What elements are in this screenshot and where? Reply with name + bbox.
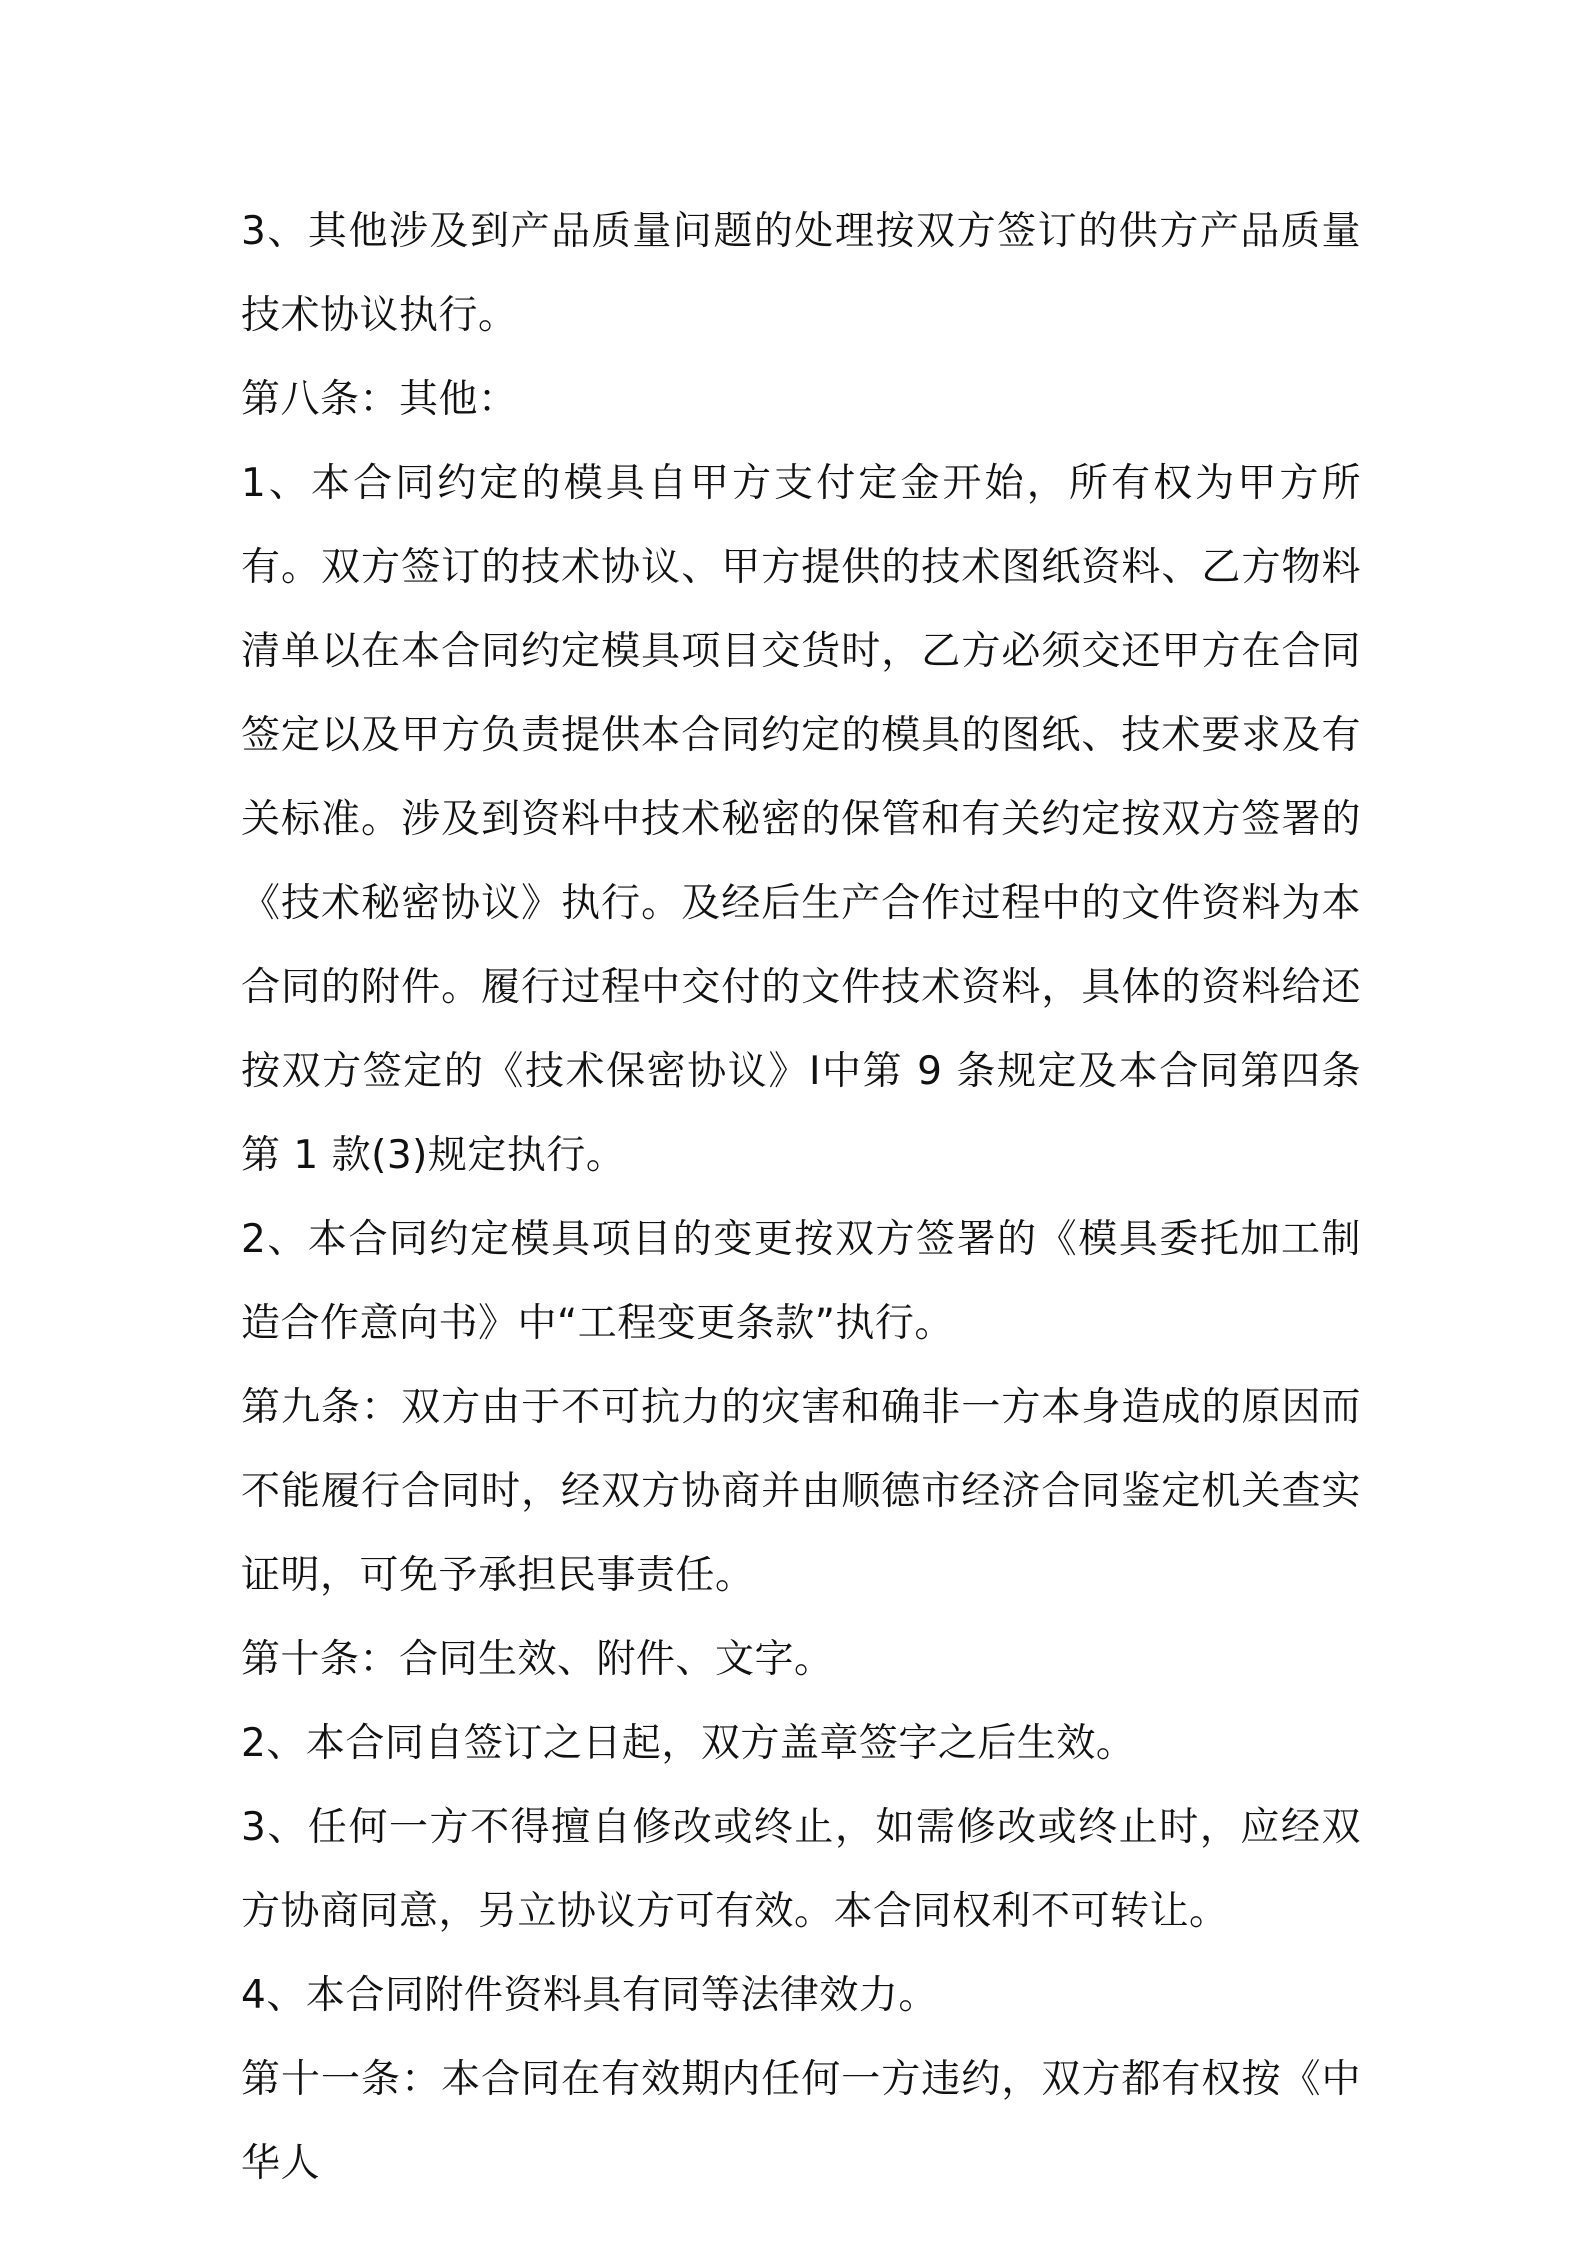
clause-10-item-3: 3、任何一方不得擅自修改或终止，如需修改或终止时，应经双方协商同意，另立协议方可有效。本合同权利不可转让。 xyxy=(241,1805,1361,1934)
article-11: 第十一条：本合同在有效期内任何一方违约，双方都有权按《中华人 xyxy=(241,2057,1361,2186)
document-body xyxy=(241,190,1361,2206)
clause-8-item-2: 2、本合同约定模具项目的变更按双方签署的《模具委托加工制造合作意向书》中“工程变更条款”执行。 xyxy=(241,1217,1361,1346)
article-10-heading: 第十条：合同生效、附件、文字。 xyxy=(241,1637,834,1682)
article-9: 第九条：双方由于不可抗力的灾害和确非一方本身造成的原因而不能履行合同时，经双方协商并由顺德市经济合同鉴定机关查实证明，可免予承担民事责任。 xyxy=(241,1385,1361,1598)
article-8-heading: 第八条：其他： xyxy=(241,377,518,422)
clause-8-item-1: 1、本合同约定的模具自甲方支付定金开始，所有权为甲方所有。双方签订的技术协议、甲方提供的技术图纸资料、乙方物料清单以在本合同约定模具项目交货时，乙方必须交还甲方在合同签定以及甲方负责提供本合同约定的模具的图纸、技术要求及有关标准。涉及到资料中技术秘密的保管和有关约定按双方签署的《技术秘密协议》执行。及经后生产合作过程中的文件资料为本合同的附件。履行过程中交付的文件技术资料，具体的资料给还按双方签定的《技术保密协议》I中第 9 条规定及本合同第四条第 1 款(3)规定执行。 xyxy=(241,461,1361,1178)
clause-10-item-2: 2、本合同自签订之日起，双方盖章签字之后生效。 xyxy=(241,1721,1136,1766)
clause-7-item-3: 3、其他涉及到产品质量问题的处理按双方签订的供方产品质量技术协议执行。 xyxy=(241,209,1361,338)
clause-10-item-4: 4、本合同附件资料具有同等法律效力。 xyxy=(241,1973,938,2018)
